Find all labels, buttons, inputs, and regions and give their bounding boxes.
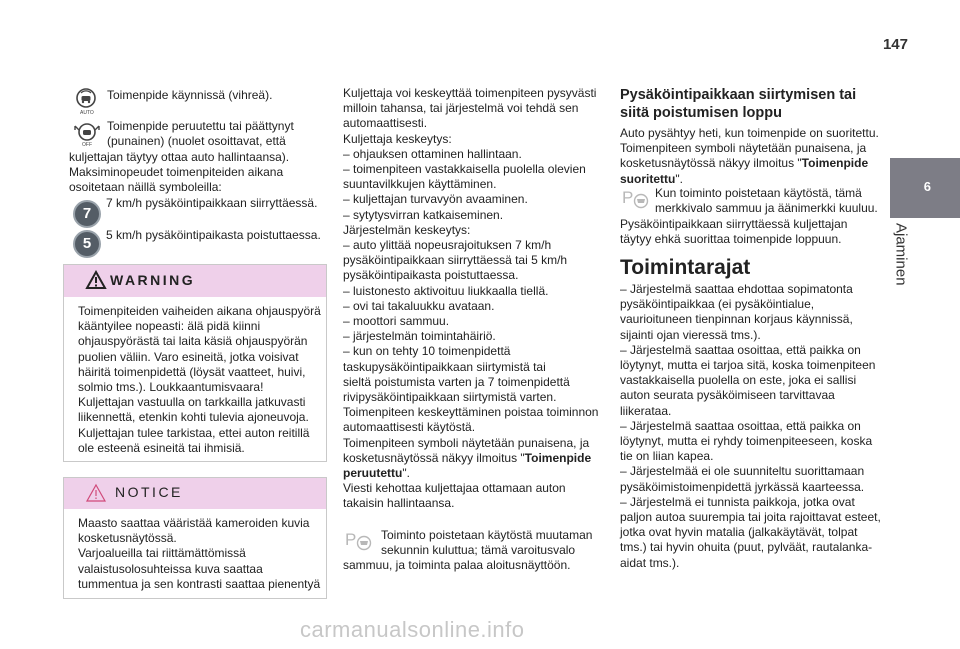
text-line: – järjestelmän toimintahäiriö. [343,329,496,344]
text-line-start: kosketusnäytössä näkyy ilmoitus " [620,156,802,171]
text-line: – toimenpiteen vastakkaisella puolella olevien [343,162,586,177]
speed-5-text: 5 km/h pysäköintipaikasta poistuttaessa. [106,228,321,242]
column-3-after-icon [620,217,890,247]
text-line: Järjestelmän keskeytys: [343,222,471,237]
text-line: – auto ylittää nopeusrajoituksen 7 km/h [343,238,552,253]
notice-line: Maasto saattaa vääristää kameroiden kuvia [78,516,310,530]
text-line: – Järjestelmä ei tunnista paikkoja, jotka ovat [620,494,855,509]
warning-line: Toimenpiteiden vaiheiden aikana ohjauspyörä [78,304,321,318]
text-line: pysäköintipaikasta poistuttaessa. [343,268,519,283]
text-line: – ohjauksen ottaminen hallintaan. [343,146,522,161]
text-line: jotka ovat hyvin matalia (jalkakäytävät, tolpat [620,525,858,540]
text-line: Kuljettaja voi keskeyttää toimenpiteen pysyvästi [343,86,597,100]
notice-line: kosketusnäytössä. [78,531,177,546]
warning-line: häiritä toimenpidettä (löysät vaatteet, huivi, [78,364,306,379]
last-line: sammuu, ja toiminta palaa aloitusnäyttöön. [343,558,571,572]
text-line: – luistonesto aktivoituu liukkaalla tiellä. [343,283,549,298]
notice-line: Varjoalueilla tai riittämättömissä [78,546,246,561]
warning-line: Kuljettajan vastuulla on tarkkailla jatkuvasti [78,395,306,410]
chapter-label: Ajaminen [893,223,910,286]
symbol-paragraph-3: osoitetaan näillä symboleilla: [69,180,222,194]
text-line: sieltä poistumista varten ja 7 toimenpidettä [343,374,570,389]
text-line: Toimenpiteen keskeyttäminen poistaa toiminnon [343,405,599,420]
text-line: Kuljettaja keskeytys: [343,131,452,146]
text-line: auton seurata pysäköimiseen tarvittavaa [620,388,835,403]
text-line: Toimenpiteen symboli näytetään punaisena, ja [343,435,590,450]
text-line: liikerataa. [620,403,672,418]
speed-7-icon: 7 [73,200,101,228]
notice-line: tummentua ja sen kontrasti saattaa pienentyä [78,576,321,591]
section-heading-line1: Pysäköintipaikkaan siirtymisen tai [620,87,857,103]
warning-line: solmio tms.). Loukkaantumisvaara! [78,380,264,395]
column-3-intro [620,126,890,187]
icon-text-line2: merkkivalo sammuu ja äänimerkki kuuluu. [655,201,878,215]
speed-5-icon: 5 [73,230,101,258]
text-line: sijainti ojan vieressä tms.). [620,327,761,342]
text-line: Toimenpiteen symboli näytetään punaisena, ja [620,141,867,156]
notice-triangle-icon [85,483,107,503]
warning-body [78,304,323,456]
symbol-cancelled-line1: Toimenpide peruutettu tai päättynyt [107,119,294,133]
text-line: rivipysäköintipaikkaan siirtymistä varten. [343,390,557,405]
warning-triangle-icon [85,270,107,290]
icon-text-line1: Toiminto poistetaan käytöstä muutaman [381,528,593,542]
text-line: tms.) tai hyvin ohuita (puut, pylväät, rautalanka- [620,540,873,555]
text-line: automaattisesti. [343,116,428,131]
text-line: Auto pysähtyy heti, kun toimenpide on suoritettu. [620,126,879,140]
park-assist-grey-icon [621,186,651,210]
notice-title: NOTICE [115,484,183,500]
notice-body [78,516,323,592]
warning-line: puolien väliin. Varo esineitä, jotka voisivat [78,349,299,364]
text-line: aidat tms.). [620,555,680,570]
text-line: suuntavilkkujen käyttäminen. [343,177,497,192]
text-line: paljon autoa suurempia tai joita rajoittavat esteet, [620,510,881,525]
icon-text-line2: sekunnin kuluttua; tämä varoitusvalo [381,543,576,557]
text-line [620,172,890,187]
auto-label: AUTO [80,110,94,116]
text-line: Viesti kehottaa kuljettajaa ottamaan auton [343,481,566,496]
text-line-end: ". [675,171,683,186]
bold-message: peruutettu [343,466,403,481]
text-line [620,156,890,171]
bold-message: Toimenpide [524,450,592,465]
text-line: – Järjestelmä saattaa ehdottaa sopimatonta [620,282,853,296]
text-line: – kuljettajan turvavyön avaaminen. [343,192,528,207]
bold-message: suoritettu [620,171,676,186]
warning-line: ohjauspyörästä tai laita käsiä ohjauspyörän [78,334,308,349]
text-line: vaurioituneen tienpinnan korjaus käynnissä, [620,312,853,327]
text-line: löytynyt, mutta ei ryhdy toimenpiteeseen, koska [620,434,873,449]
text-line: – moottori sammuu. [343,314,450,329]
column-2-text [343,86,605,512]
text-line: automaattisesti käytöstä. [343,420,476,435]
symbol-paragraph-1: kuljettajan täytyy ottaa auto hallintaansa). [69,150,290,164]
limits-title: Toimintarajat [620,256,751,279]
symbol-active-text: Toimenpide käynnissä (vihreä). [107,88,273,102]
text-line: – Järjestelmää ei ole suunniteltu suorittamaan [620,464,865,479]
chapter-number: 6 [923,179,931,194]
speed-7-text: 7 km/h pysäköintipaikkaan siirryttäessä. [106,196,318,210]
off-label: OFF [82,142,92,148]
limits-list [620,282,890,571]
park-auto-icon [73,86,99,112]
page-number: 147 [882,36,908,53]
text-line: täytyy ehkä suorittaa toimenpide loppuun. [620,232,842,247]
svg-text:P: P [622,188,634,207]
text-line-end: ". [402,466,410,481]
text-line: takaisin hallintaansa. [343,496,455,511]
footer-watermark: carmanualsonline.info [300,617,525,642]
bold-message: Toimenpide [801,156,869,171]
text-line: pysäköintipaikkaan siirryttäessä tai 5 km/h [343,253,568,268]
text-line: vastakkaisella puolella on este, joka ei sallisi [620,373,857,388]
text-line: tie on liian kapea. [620,449,714,464]
text-line: – ovi tai takaluukku avataan. [343,298,495,313]
text-line: Pysäköintipaikkaan siirryttäessä kuljettajan [620,217,848,231]
icon-text-line1: Kun toiminto poistetaan käytöstä, tämä [655,186,862,200]
warning-title: WARNING [110,272,196,288]
text-line [343,466,605,481]
text-line: – Järjestelmä saattaa osoittaa, että paikka on [620,342,861,357]
text-line: milloin tahansa, tai järjestelmä voi tehdä sen [343,101,579,116]
warning-line: Kuljettajan tulee tarkistaa, ettei auton reitillä [78,425,310,440]
svg-text:P: P [345,530,357,549]
text-line: – Järjestelmä saattaa osoittaa, että paikka on [620,418,861,433]
park-assist-grey-icon [344,528,374,552]
text-line: – kun on tehty 10 toimenpidettä [343,344,511,359]
text-line [343,451,605,466]
symbol-cancelled-line2: (punainen) (nuolet osoittavat, että [107,134,286,148]
text-line: pysäköimistoimenpidettä jyrkässä kaarteessa. [620,479,865,494]
text-line: löytynyt, mutta ei tarjoa sitä, koska toimenpiteen [620,358,876,373]
warning-line: liikennettä, etenkin kohti tulevia ajoneuvoja. [78,410,309,425]
symbol-paragraph-2: Maksiminopeudet toimenpiteiden aikana [69,165,284,179]
warning-line: kääntyilee nopeasti: älä pidä kiinni [78,319,261,334]
text-line: taskupysäköintipaikkaan siirtymistä tai [343,359,546,374]
text-line: pysäköintipaikkaa (ei pysäköintialue, [620,297,815,312]
notice-line: valaistusolosuhteissa kuva saattaa [78,561,263,576]
warning-line: ole esteenä esineitä tai ihmisiä. [78,440,245,455]
section-heading-line2: siitä poistumisen loppu [620,105,782,121]
text-line: – sytytysvirran katkaiseminen. [343,207,504,222]
text-line-start: kosketusnäytössä näkyy ilmoitus " [343,450,525,465]
